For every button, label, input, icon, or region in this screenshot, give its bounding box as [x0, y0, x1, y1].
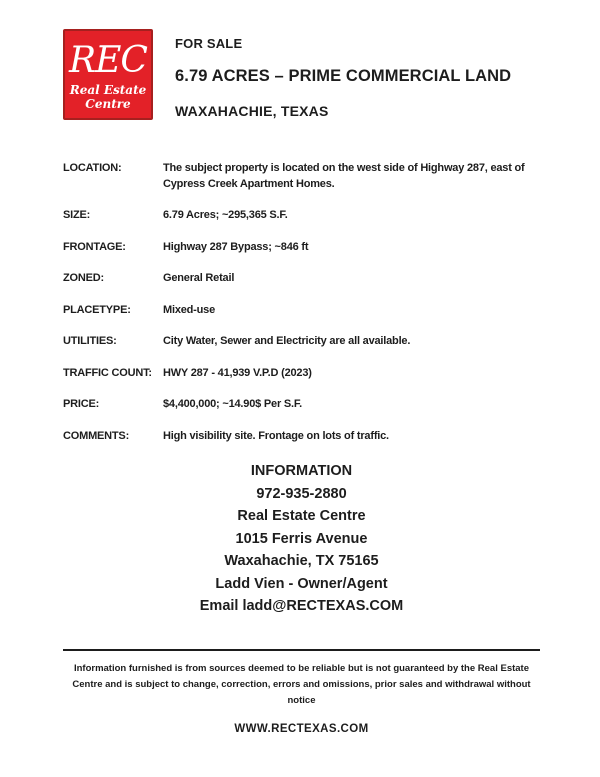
rec-logo	[63, 29, 153, 120]
company-name: Real Estate Centre	[237, 508, 366, 524]
detail-value: Highway 287 Bypass; ~846 ft	[163, 240, 309, 253]
detail-label: SIZE:	[63, 209, 91, 221]
detail-row-price	[63, 397, 540, 413]
detail-row-comments	[63, 429, 540, 445]
contact-information	[63, 460, 540, 618]
detail-row-location	[63, 161, 540, 192]
city-subtitle: WAXAHACHIE, TEXAS	[175, 103, 329, 119]
for-sale-label: FOR SALE	[175, 36, 243, 51]
address-street: 1015 Ferris Avenue	[235, 530, 368, 547]
logo-line1: Real Estate	[69, 83, 147, 97]
detail-row-size	[63, 208, 540, 224]
logo-acronym: REC	[69, 40, 147, 81]
detail-row-placetype	[63, 303, 540, 319]
detail-label: LOCATION:	[63, 162, 122, 174]
phone-number: 972-935-2880	[256, 485, 347, 502]
detail-value: General Retail	[163, 272, 235, 284]
detail-row-utilities	[63, 334, 540, 350]
detail-label: TRAFFIC COUNT:	[63, 366, 152, 379]
logo-line2: Centre	[85, 97, 131, 111]
header-text	[175, 29, 511, 119]
detail-label: UTILITIES:	[63, 335, 117, 347]
flyer-footer	[63, 649, 540, 735]
detail-value: City Water, Sewer and Electricity are all available.	[163, 335, 411, 347]
detail-row-traffic-count	[63, 366, 540, 382]
agent-name: Ladd Vien - Owner/Agent	[215, 575, 388, 592]
detail-label: ZONED:	[63, 272, 104, 284]
detail-value: The subject property is located on the west side of Highway 287, east of Cypress Creek Apartment Homes.	[163, 162, 525, 190]
property-details	[63, 161, 540, 444]
detail-label: PLACETYPE:	[63, 303, 131, 316]
detail-label: FRONTAGE:	[63, 240, 126, 253]
detail-row-zoned	[63, 271, 540, 287]
agent-email: Email ladd@RECTEXAS.COM	[199, 598, 404, 614]
detail-row-frontage	[63, 240, 540, 256]
detail-value: Mixed-use	[163, 303, 215, 316]
website-url: WWW.RECTEXAS.COM	[234, 722, 369, 735]
flyer-header	[63, 29, 540, 120]
detail-value: 6.79 Acres; ~295,365 S.F.	[163, 209, 288, 221]
detail-value: $4,400,000; ~14.90$ Per S.F.	[163, 398, 303, 410]
address-city: Waxahachie, TX 75165	[224, 553, 379, 569]
detail-label: PRICE:	[63, 398, 100, 410]
detail-value: HWY 287 - 41,939 V.P.D (2023)	[163, 366, 312, 379]
footer-divider	[63, 649, 540, 651]
detail-value: High visibility site. Frontage on lots of traffic.	[163, 429, 389, 442]
information-heading: INFORMATION	[250, 463, 353, 479]
page-title: 6.79 ACRES – PRIME COMMERCIAL LAND	[175, 67, 512, 85]
detail-label: COMMENTS:	[63, 429, 130, 442]
disclaimer-text: Information furnished is from sources deemed to be reliable but is not guaranteed by the Real Estate Centre and is subject to change, correction, errors and omissions, prior sales and withdrawal without notice	[72, 662, 531, 706]
